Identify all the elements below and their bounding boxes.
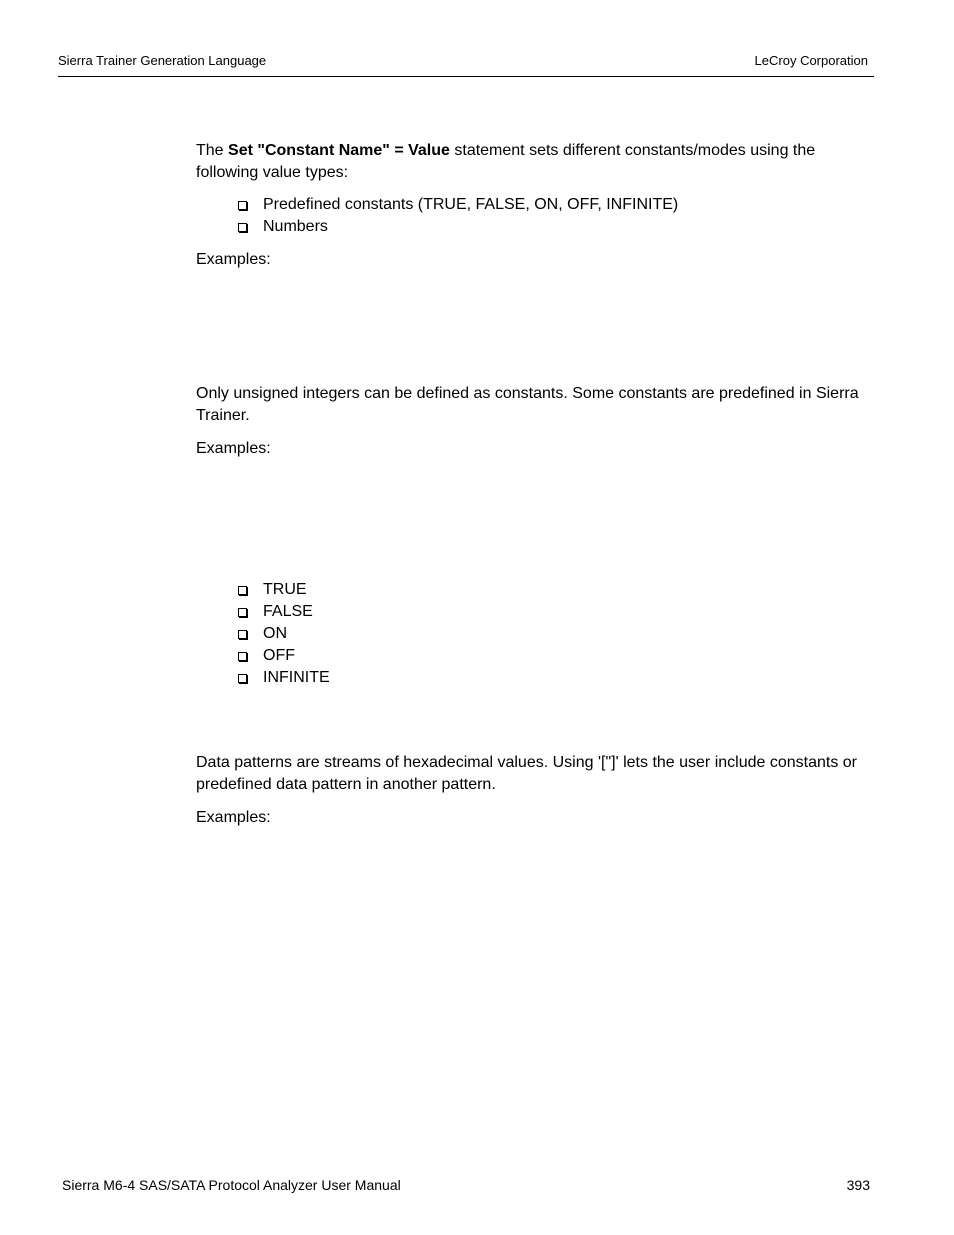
intro-suffix: statement sets different constants/modes using the following value types:	[196, 142, 816, 181]
header-title: Sierra Trainer Generation Language	[58, 53, 267, 68]
page-header	[58, 52, 874, 77]
header-company: LeCroy Corporation	[754, 53, 868, 68]
constants-paragraph: Only unsigned integers can be defined as constants. Some constants are predefined in Sierra Trainer.	[196, 385, 859, 424]
list-item-label: ON	[263, 625, 287, 642]
predefined-constants-list	[237, 579, 330, 689]
intro-prefix: The	[196, 142, 229, 159]
footer-manual-title: Sierra M6-4 SAS/SATA Protocol Analyzer User Manual	[62, 1177, 401, 1193]
page-footer	[62, 1177, 870, 1197]
examples-label-3: Examples:	[196, 809, 271, 826]
data-patterns-paragraph: Data patterns are streams of hexadecimal values. Using '["]' lets the user include constants or predefined data pattern in another pattern.	[196, 754, 857, 793]
examples-label-2: Examples:	[196, 440, 271, 457]
list-item-label: Predefined constants (TRUE, FALSE, ON, OFF, INFINITE)	[263, 196, 679, 213]
list-item	[237, 645, 330, 667]
checkbox-bullet-icon	[238, 223, 247, 232]
list-item-label: OFF	[263, 647, 295, 664]
set-statement-intro	[196, 140, 866, 184]
list-item	[237, 579, 330, 601]
intro-bold-syntax: Set "Constant Name" = Value	[228, 142, 450, 159]
list-item	[237, 667, 330, 689]
checkbox-bullet-icon	[238, 586, 247, 595]
list-item-label: TRUE	[263, 581, 307, 598]
value-types-list	[237, 194, 678, 238]
list-item-label: Numbers	[263, 218, 328, 235]
checkbox-bullet-icon	[238, 608, 247, 617]
list-item	[237, 623, 330, 645]
list-item-label: FALSE	[263, 603, 313, 620]
page-number: 393	[846, 1177, 870, 1193]
list-item	[237, 601, 330, 623]
checkbox-bullet-icon	[238, 652, 247, 661]
list-item	[237, 194, 678, 216]
checkbox-bullet-icon	[238, 630, 247, 639]
checkbox-bullet-icon	[238, 674, 247, 683]
list-item-label: INFINITE	[263, 669, 330, 686]
checkbox-bullet-icon	[238, 201, 247, 210]
examples-label-1: Examples:	[196, 251, 271, 268]
list-item	[237, 216, 678, 238]
